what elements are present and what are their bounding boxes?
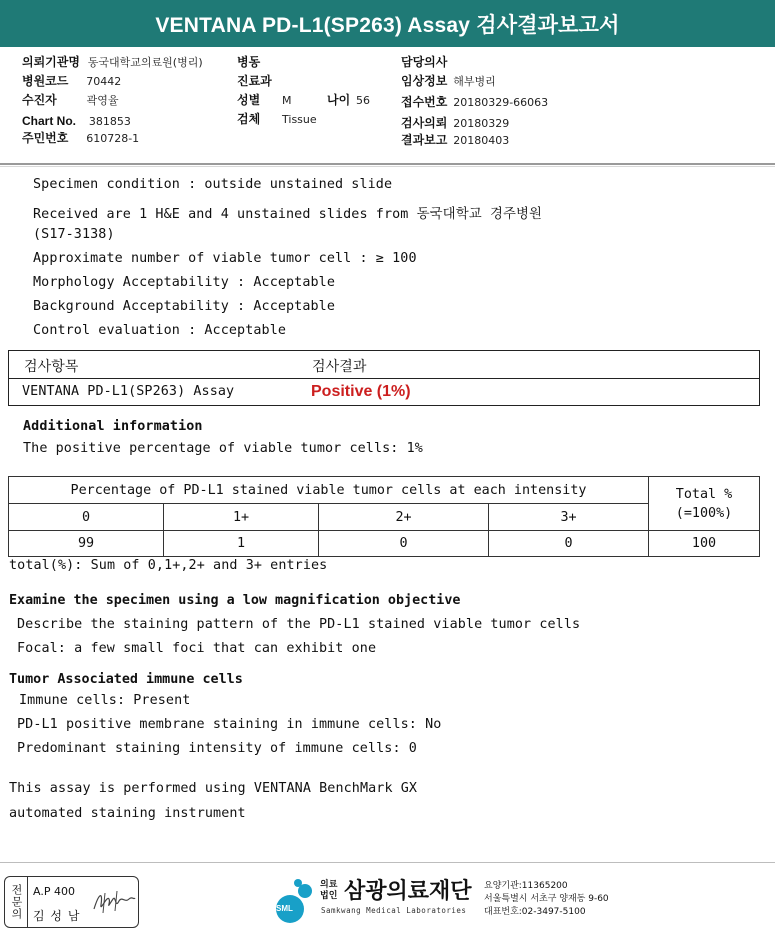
- total-header: [649, 477, 760, 531]
- level-cell: 2+: [319, 504, 489, 531]
- specimen-line: Received are 1 H&E and 4 unstained slides from 동국대학교 경주병원: [33, 207, 543, 222]
- info-row: [22, 130, 139, 147]
- immune-line: Predominant staining intensity of immune cells: 0: [17, 741, 417, 756]
- info-value: M: [282, 94, 292, 107]
- result-header-row: [8, 350, 760, 379]
- signature-icon: [91, 887, 137, 917]
- specimen-line: Morphology Acceptability : Acceptable: [33, 275, 335, 290]
- org-prefix: [320, 880, 337, 902]
- total-header-line: Total %: [675, 486, 733, 502]
- info-value: 해부병리: [453, 75, 496, 88]
- specimen-line: Specimen condition : outside unstained slide: [33, 177, 393, 192]
- info-label: 의뢰기관명: [22, 55, 80, 69]
- total-note: total(%): Sum of 0,1+,2+ and 3+ entries: [9, 558, 328, 573]
- specialist-label-cell: [5, 877, 28, 927]
- info-label: 진료과: [237, 74, 272, 88]
- info-value: 70442: [86, 75, 122, 88]
- intensity-table: [8, 476, 760, 557]
- info-label: Chart No.: [22, 114, 76, 128]
- info-row: [237, 111, 317, 128]
- info-value: 381853: [88, 115, 131, 128]
- specialist-label: 전문의: [10, 884, 23, 920]
- result-header-item: 검사항목: [24, 359, 79, 375]
- info-value: 20180329: [453, 117, 510, 130]
- info-row: [401, 54, 447, 71]
- immune-line: PD-L1 positive membrane staining in immune cells: No: [17, 717, 442, 732]
- logo-icon: [270, 877, 320, 927]
- info-value: 20180329-66063: [453, 96, 549, 109]
- info-row: [22, 92, 119, 109]
- value-cell: 0: [319, 531, 489, 557]
- assay-note-line: automated staining instrument: [9, 806, 246, 821]
- info-label: 임상정보: [401, 74, 448, 88]
- info-row: [237, 73, 272, 90]
- specimen-line: Background Acceptability : Acceptable: [33, 299, 335, 314]
- additional-title: Additional information: [23, 419, 203, 434]
- specialist-box: [4, 876, 139, 928]
- org-name: 삼광의료재단: [344, 879, 472, 904]
- immune-line: Immune cells: Present: [19, 693, 191, 708]
- info-row: [327, 92, 370, 109]
- intensity-header: Percentage of PD-L1 stained viable tumor cells at each intensity: [9, 477, 649, 504]
- doctor-name: 김 성 남: [33, 909, 81, 923]
- org-prefix-line: 법인: [320, 891, 338, 901]
- specimen-line: Approximate number of viable tumor cell : ≥ 100: [33, 251, 417, 266]
- org-contact: [484, 880, 609, 919]
- examine-line: Describe the staining pattern of the PD-L1 stained viable tumor cells: [17, 617, 581, 632]
- info-value: Tissue: [282, 113, 317, 126]
- info-row: [22, 73, 121, 90]
- examine-title: Examine the specimen using a low magnification objective: [9, 593, 461, 608]
- contact-line: 요양기관:11365200: [484, 881, 568, 891]
- age-value: 56: [356, 94, 371, 107]
- info-row: [237, 92, 292, 109]
- info-row: [401, 132, 509, 149]
- info-row: [22, 54, 203, 71]
- info-row: [401, 115, 509, 132]
- info-label: 병동: [237, 55, 261, 69]
- value-cell: 1: [164, 531, 319, 557]
- info-label: 검사의뢰: [401, 116, 448, 130]
- logo-text: SML: [276, 904, 293, 913]
- report-title: VENTANA PD-L1(SP263) Assay 검사결과보고서: [0, 0, 775, 47]
- doctor-code: A.P 400: [33, 885, 75, 898]
- info-row: [22, 113, 131, 130]
- info-label: 결과보고: [401, 133, 448, 147]
- examine-line: Focal: a few small foci that can exhibit one: [17, 641, 377, 656]
- info-value: 20180403: [453, 134, 510, 147]
- total-cell: 100: [649, 531, 760, 557]
- contact-line: 서울특별시 서초구 양재동 9-60: [484, 894, 609, 904]
- info-row: [237, 54, 260, 71]
- info-value: 동국대학교의료원(병리): [87, 56, 203, 69]
- info-value: 610728-1: [86, 132, 140, 145]
- info-row: [401, 94, 548, 111]
- info-label: 수진자: [22, 93, 57, 107]
- org-logo: [270, 877, 320, 927]
- info-row: [401, 73, 496, 90]
- info-label: 접수번호: [401, 95, 448, 109]
- result-header-result: 검사결과: [312, 359, 367, 375]
- level-cell: 1+: [164, 504, 319, 531]
- specimen-line: Control evaluation : Acceptable: [33, 323, 287, 338]
- assay-name: VENTANA PD-L1(SP263) Assay: [22, 384, 235, 399]
- info-label: 병원코드: [22, 74, 69, 88]
- divider: [0, 163, 775, 165]
- info-label: 담당의사: [401, 55, 448, 69]
- value-cell: 0: [489, 531, 649, 557]
- assay-note-line: This assay is performed using VENTANA BenchMark GX: [9, 781, 418, 796]
- org-english: Samkwang Medical Laboratories: [321, 906, 467, 915]
- level-cell: 3+: [489, 504, 649, 531]
- info-label: 검체: [237, 112, 261, 126]
- info-label: 성별: [237, 93, 261, 107]
- immune-title: Tumor Associated immune cells: [9, 672, 243, 687]
- level-cell: 0: [9, 504, 164, 531]
- result-positive: Positive (1%): [311, 383, 411, 400]
- total-header-line: (=100%): [675, 505, 733, 521]
- info-label: 주민번호: [22, 131, 69, 145]
- value-cell: 99: [9, 531, 164, 557]
- contact-line: 대표번호:02-3497-5100: [484, 907, 586, 917]
- org-prefix-line: 의료: [320, 880, 338, 890]
- age-label: 나이: [327, 93, 351, 107]
- additional-text: The positive percentage of viable tumor cells: 1%: [23, 441, 423, 456]
- footer-divider: [0, 862, 775, 863]
- divider: [0, 166, 775, 167]
- specimen-line: (S17-3138): [33, 227, 115, 242]
- info-value: 곽영율: [86, 94, 119, 107]
